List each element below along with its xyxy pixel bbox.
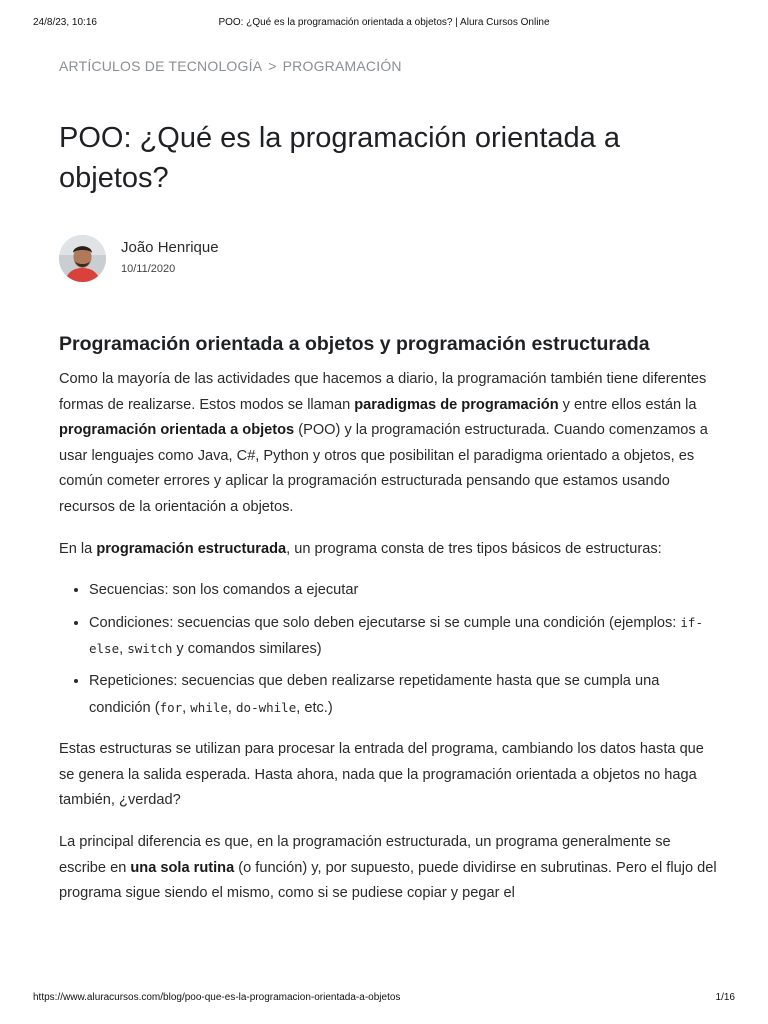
print-document-title: POO: ¿Qué es la programación orientada a objetos? | Alura Cursos Online: [218, 17, 550, 28]
list-item: • Secuencias: son los comandos a ejecutar: [89, 578, 719, 604]
publish-date: 10/11/2020: [121, 263, 176, 275]
paragraph-4: La principal diferencia es que, en la programación estructurada, un programa generalmente se escribe en una sola rutina (o función) y, por supuesto, puede dividirse en subrutinas. Pero el flujo del programa sigue siendo el mismo, como si se pudiese copiar y pegar el: [59, 833, 717, 902]
article-body: [59, 367, 719, 923]
avatar: [59, 235, 106, 282]
structures-list: [59, 578, 719, 721]
breadcrumb-item-programacion[interactable]: PROGRAMACIÓN: [282, 58, 402, 74]
breadcrumb: [59, 58, 402, 74]
paragraph-3: Estas estructuras se utilizan para procesar la entrada del programa, cambiando los datos hasta que se genera la salida esperada. Hasta ahora, nada que la programación orientada a objetos no haga también, ¿verdad?: [59, 741, 704, 809]
author-name[interactable]: João Henrique: [121, 239, 219, 256]
print-datetime: 24/8/23, 10:16: [33, 17, 97, 28]
print-footer: [0, 992, 768, 1006]
breadcrumb-separator: >: [268, 58, 277, 74]
author-block: [59, 235, 459, 285]
list-item: • Repeticiones: secuencias que deben realizarse repetidamente hasta que se cumpla una condición (for, while, do-while, etc.): [89, 669, 719, 721]
paragraph-2: En la programación estructurada, un programa consta de tres tipos básicos de estructuras:: [59, 540, 662, 557]
print-url: https://www.aluracursos.com/blog/poo-que-es-la-programacion-orientada-a-objetos: [33, 992, 401, 1003]
breadcrumb-item-tecnologia[interactable]: ARTÍCULOS DE TECNOLOGÍA: [59, 58, 263, 74]
page-title: POO: ¿Qué es la programación orientada a objetos?: [59, 122, 620, 194]
print-page-number: 1/16: [715, 992, 735, 1003]
section-heading: Programación orientada a objetos y programación estructurada: [59, 333, 650, 355]
list-item: • Condiciones: secuencias que solo deben ejecutarse si se cumple una condición (ejemplos: if-else, switch y comandos similares): [89, 610, 719, 663]
print-header: [0, 17, 768, 31]
paragraph-1: Como la mayoría de las actividades que hacemos a diario, la programación también tiene diferentes formas de realizarse. Estos modos se llaman paradigmas de programación y entre ellos están la programación orientada a objetos (POO) y la programación estructurada. Cuando comenzamos a usar lenguajes como Java, C#, Python y otros que posibilitan el paradigma orientado a objetos, es común cometer errores y aplicar la programación estructurada pensando que estamos usando recursos de la orientación a objetos.: [59, 371, 708, 515]
avatar-image: [59, 235, 106, 282]
